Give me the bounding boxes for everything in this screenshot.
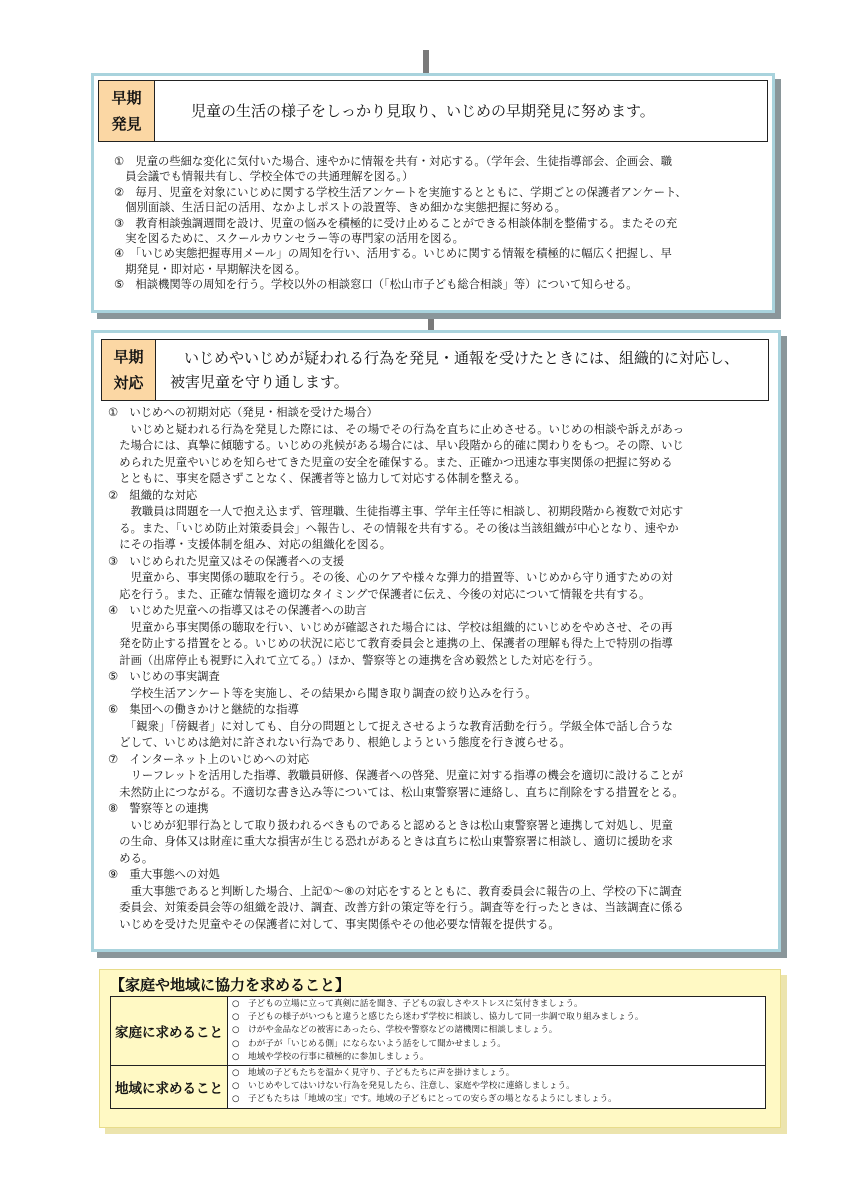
list-item: どして、いじめは絶対に許されない行為であり、根絶しようという態度を行き渡らせる。 xyxy=(108,736,571,749)
early-response-headline-line2: 被害児童を守り通します。 xyxy=(170,373,349,391)
list-item: ○ わが子が「いじめる側」にならないよう話をして聞かせましょう。 xyxy=(232,1038,506,1049)
list-item: ③ 教育相談強調週間を設け、児童の悩みを積極的に受け止めることができる相談体制を整備する。またその充 xyxy=(114,216,678,230)
early-response-list xyxy=(108,405,684,933)
list-item: ○ 地域の子どもたちを温かく見守り、子どもたちに声を掛けましょう。 xyxy=(232,1068,515,1079)
top-connector xyxy=(423,50,429,75)
list-item: ② 組織的な対応 xyxy=(108,488,198,502)
list-item: ⑨ 重大事態への対処 xyxy=(108,868,220,881)
early-response-headline xyxy=(156,340,739,400)
list-item: 計画（出席停止も視野に入れて立てる。）ほか、警察等との連携を含め毅然とした対応を行う。 xyxy=(108,653,600,667)
home-label: 家庭に求めること xyxy=(111,997,228,1066)
list-item: ○ いじめやしてはいけない行為を発見したら、注意し、家庭や学校に連絡しましょう。 xyxy=(232,1081,575,1092)
list-item: ⑦ インターネット上のいじめへの対応 xyxy=(108,752,310,766)
cooperation-title: 【家庭や地域に協力を求めること】 xyxy=(110,976,351,994)
list-item: 「観衆」「傍観者」に対しても、自分の問題として捉えさせるような教育活動を行う。学級全体で話し合うな xyxy=(108,719,673,733)
list-item: ⑥ 集団への働きかけと継続的な指導 xyxy=(108,703,299,716)
list-item: ④ 「いじめ実態把握専用メール」の周知を行い、活用する。いじめに関する情報を積極的に幅広く把握し、早 xyxy=(114,247,672,261)
list-item: ④ いじめた児童への指導又はその保護者への助言 xyxy=(108,604,367,617)
list-item: にその指導・支援体制を組み、対応の組織化を図る。 xyxy=(108,538,392,551)
early-detection-list xyxy=(114,154,687,293)
list-item: 委員会、対策委員会等の組織を設け、調査、改善方針の策定等を行う。調査等を行ったときは、当該調査に係る xyxy=(108,901,684,914)
table-row xyxy=(111,997,766,1066)
list-item: 発を防止する措置をとる。いじめの状況に応じて教育委員会と連携の上、保護者の理解も得た上で特別の指導 xyxy=(108,637,673,650)
list-item: いじめと疑われる行為を発見した際には、その場でその行為を直ちに止めさせる。いじめの相談や訴えがあっ xyxy=(108,422,685,436)
early-detection-header xyxy=(98,80,768,142)
list-item: 教職員は問題を一人で抱え込まず、管理職、生徒指導主事、学年主任等に相談し、初期段階から複数で対応す xyxy=(108,505,684,518)
list-item: 児童から事実関係の聴取を行い、いじめが確認された場合には、学校は組織的にいじめをやめさせ、その再 xyxy=(108,620,673,634)
list-item: ⑧ 警察等との連携 xyxy=(108,802,209,815)
list-item: ⑤ いじめの事実調査 xyxy=(108,670,220,683)
early-response-headline-line1: いじめやいじめが疑われる行為を発見・通報を受けたときには、組織的に対応し、 xyxy=(184,349,740,367)
community-items xyxy=(228,1066,766,1109)
early-detection-panel xyxy=(91,73,775,313)
early-detection-headline xyxy=(155,81,655,141)
list-item: いじめを受けた児童やその保護者に対して、事実関係やその他必要な情報を提供する。 xyxy=(108,917,560,931)
list-item: ⑤ 相談機関等の周知を行う。学校以外の相談窓口（「松山市子ども総合相談」等）について知らせる。 xyxy=(114,278,638,292)
list-item: の生命、身体又は財産に重大な損害が生じる恐れがあるときは直ちに松山東警察署に相談し、適切に援助を求 xyxy=(108,835,673,848)
early-detection-tag-line2: 発見 xyxy=(111,115,142,133)
list-item: 応を行う。また、正確な情報を適切なタイミングで保護者に伝え、今後の対応について情報を共有する。 xyxy=(108,587,651,601)
list-item: 学校生活アンケート等を実施し、その結果から聞き取り調査の絞り込みを行う。 xyxy=(108,686,537,700)
cooperation-section xyxy=(99,969,781,1128)
early-response-tag-line1: 早期 xyxy=(113,348,144,366)
early-detection-tag xyxy=(99,81,155,141)
list-item: ○ 子どもの立場に立って真剣に話を聞き、子どもの寂しさやストレスに気付きましょう。 xyxy=(232,999,583,1009)
list-item: 個別面談、生活日記の活用、なかよしポストの設置等、きめ細かな実態把握に努める。 xyxy=(114,201,566,215)
table-row xyxy=(111,1066,766,1109)
early-response-panel xyxy=(91,330,781,952)
cooperation-table xyxy=(110,996,766,1109)
early-response-tag-line2: 対応 xyxy=(113,374,144,392)
list-item: た場合には、真摯に傾聴する。いじめの兆候がある場合には、早い段階から的確に関わりをもつ。その際、いじ xyxy=(108,439,684,452)
early-response-header xyxy=(101,339,769,401)
early-detection-headline-text: 児童の生活の様子をしっかり見取り、いじめの早期発見に努めます。 xyxy=(191,102,655,120)
list-item: 児童から、事実関係の聴取を行う。その後、心のケアや様々な弾力的措置等、いじめから守り通すための対 xyxy=(108,571,673,584)
early-detection-tag-line1: 早期 xyxy=(111,89,142,107)
list-item: める。 xyxy=(108,851,154,865)
list-item: 期発見・即対応・早期解決を図る。 xyxy=(114,262,307,276)
home-items xyxy=(228,997,766,1066)
list-item: ② 毎月、児童を対象にいじめに関する学校生活アンケートを実施するとともに、学期ごとの保護者アンケート、 xyxy=(114,185,687,199)
community-label: 地域に求めること xyxy=(111,1066,228,1109)
list-item: ○ 子どもたちは「地域の宝」です。地域の子どもにとっての安らぎの場となるようにしましょう。 xyxy=(232,1094,617,1105)
list-item: ① いじめへの初期対応（発見・相談を受けた場合） xyxy=(108,406,378,419)
list-item: ○ けがや金品などの被害にあったら、学校や警察などの諸機関に相談しましょう。 xyxy=(232,1025,558,1036)
list-item: ③ いじめられた児童又はその保護者への支援 xyxy=(108,554,345,568)
list-item: められた児童やいじめを知らせてきた児童の安全を確保する。また、正確かつ迅速な事実関係の把握に努める xyxy=(108,455,673,469)
list-item: ○ 子どもの様子がいつもと違うと感じたら迷わず学校に相談し、協力して同一歩調で取り組みましょう。 xyxy=(232,1012,644,1023)
list-item: 未然防止につながる。不適切な書き込み等については、松山東警察署に連絡し、直ちに削除をする措置をとる。 xyxy=(108,785,684,799)
list-item: る。また、「いじめ防止対策委員会」へ報告し、その情報を共有する。その後は当該組織が中心となり、速やか xyxy=(108,521,679,535)
list-item: いじめが犯罪行為として取り扱われるべきものであると認めるときは松山東警察署と連携して対処し、児童 xyxy=(108,818,673,832)
list-item: 重大事態であると判断した場合、上記①～⑧の対応をするとともに、教育委員会に報告の上、学校の下に調査 xyxy=(108,884,682,898)
list-item: リーフレットを活用した指導、教職員研修、保護者への啓発、児童に対する指導の機会を適切に設けることが xyxy=(108,769,684,782)
list-item: 員会議でも情報共有し、学校全体での共通理解を図る。） xyxy=(114,170,414,184)
early-response-tag xyxy=(102,340,156,400)
list-item: ① 児童の些細な変化に気付いた場合、速やかに情報を共有・対応する。（学年会、生徒指導部会、企画会、職 xyxy=(114,155,673,168)
list-item: とともに、事実を隠さずことなく、保護者等と協力して対応する体制を整える。 xyxy=(108,472,526,485)
list-item: ○ 地域や学校の行事に積極的に参加しましょう。 xyxy=(232,1051,429,1062)
list-item: 実を図るために、スクールカウンセラー等の専門家の活用を図る。 xyxy=(114,232,464,246)
